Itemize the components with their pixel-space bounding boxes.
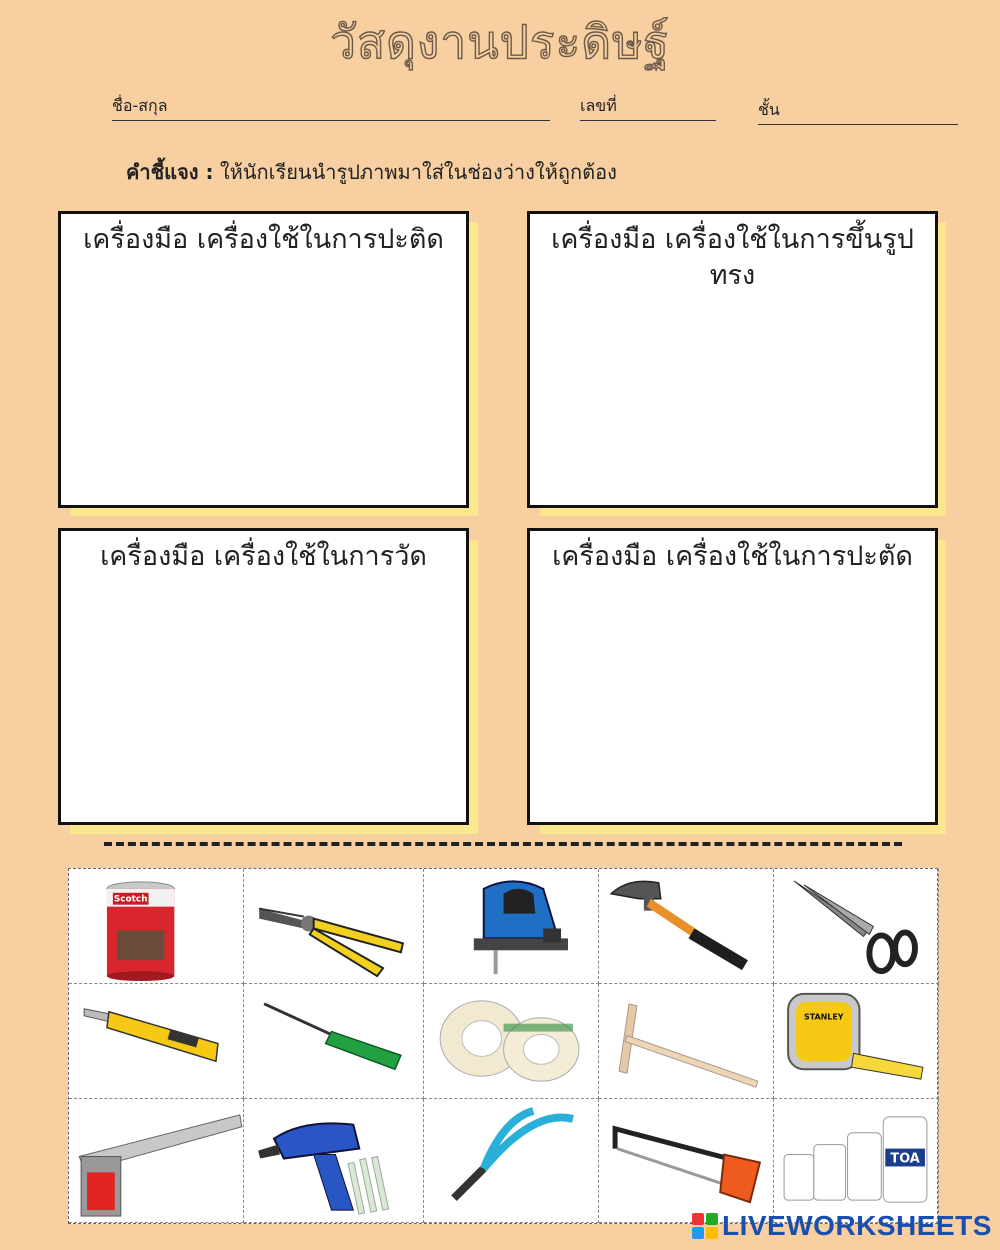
logo-text: LIVEWORKSHEETS: [722, 1210, 992, 1241]
diagonal-cutter-pliers-icon: [244, 869, 423, 983]
drop-zone-attaching[interactable]: [58, 211, 469, 508]
class-label: ชั้น: [758, 100, 780, 119]
masking-tape-icon: [424, 984, 598, 1098]
number-field[interactable]: [580, 94, 716, 121]
glue-brand: Scotch: [113, 894, 148, 905]
tool-card-diagonal-cutters[interactable]: [244, 869, 424, 984]
tool-card-jigsaw[interactable]: [424, 869, 599, 984]
dashed-divider: [104, 842, 902, 846]
tape-measure-icon: [774, 984, 938, 1098]
tool-card-scissors[interactable]: [774, 869, 939, 984]
tool-card-hammer[interactable]: [599, 869, 774, 984]
name-label: ชื่อ-สกุล: [112, 96, 168, 115]
tool-card-tape-measure[interactable]: [774, 984, 939, 1099]
t-square-icon: [599, 984, 773, 1098]
tool-card-try-square[interactable]: [69, 1099, 244, 1223]
tool-card-screwdriver[interactable]: [244, 984, 424, 1099]
tool-card-masking-tape[interactable]: [424, 984, 599, 1099]
tool-card-pliers[interactable]: [424, 1099, 599, 1223]
instruction-text: ให้นักเรียนนำรูปภาพมาใส่ในช่องว่างให้ถูกต้อง: [219, 160, 617, 184]
page-title: วัสดุงานประดิษฐ์: [330, 15, 670, 69]
tool-card-utility-knife[interactable]: [69, 984, 244, 1099]
tool-card-t-square[interactable]: [599, 984, 774, 1099]
liveworksheets-logo: [692, 1208, 992, 1244]
box-title: เครื่องมือ เครื่องใช้ในการปะตัด: [552, 541, 913, 572]
screwdriver-icon: [244, 984, 423, 1098]
tool-card-glue-can[interactable]: [69, 869, 244, 984]
glue-gun-icon: [244, 1099, 423, 1222]
box-title: เครื่องมือ เครื่องใช้ในการปะติด: [83, 224, 444, 255]
glue-bottles-icon: [774, 1099, 938, 1222]
utility-knife-icon: [69, 984, 243, 1098]
pliers-icon: [424, 1099, 598, 1222]
drop-zone-shaping[interactable]: [527, 211, 938, 508]
try-square-icon: [69, 1099, 243, 1222]
tool-image-grid: [68, 868, 938, 1224]
instruction: [126, 156, 617, 188]
box-title: เครื่องมือ เครื่องใช้ในการขึ้นรูปทรง: [551, 224, 914, 291]
instruction-label: คำชี้แจง :: [126, 160, 214, 184]
hacksaw-icon: [599, 1099, 773, 1222]
drop-zone-measuring[interactable]: [58, 528, 469, 825]
glue-bottle-brand: TOA: [890, 1151, 920, 1167]
drop-zone-cutting[interactable]: [527, 528, 938, 825]
tool-card-glue-bottles[interactable]: [774, 1099, 939, 1223]
logo-mark-icon: [692, 1213, 718, 1239]
tool-card-glue-gun[interactable]: [244, 1099, 424, 1223]
class-field[interactable]: [758, 98, 958, 125]
number-label: เลขที่: [580, 96, 617, 115]
tool-card-hacksaw[interactable]: [599, 1099, 774, 1223]
jigsaw-icon: [424, 869, 598, 983]
name-field[interactable]: [112, 94, 550, 121]
tape-brand: STANLEY: [804, 1012, 844, 1022]
glue-can-icon: [69, 869, 243, 983]
scissors-icon: [774, 869, 938, 983]
hammer-icon: [599, 869, 773, 983]
box-title: เครื่องมือ เครื่องใช้ในการวัด: [100, 541, 427, 572]
